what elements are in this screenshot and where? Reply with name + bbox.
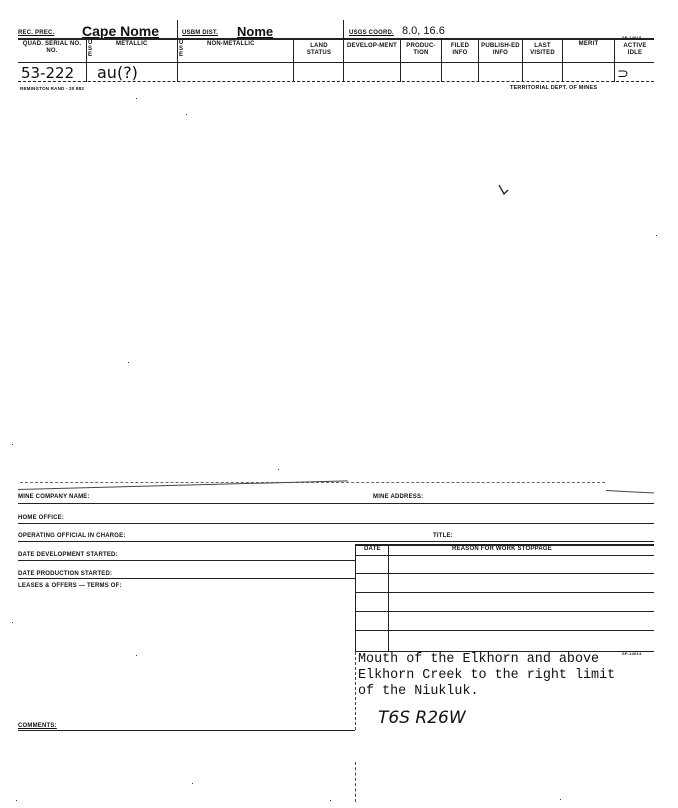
table-border <box>355 544 356 652</box>
mine-address-label: MINE ADDRESS: <box>373 494 424 500</box>
col-divider <box>343 20 344 82</box>
col-divider <box>177 20 178 82</box>
col-quad-serial: QUAD. SERIAL NO. NO. <box>22 41 82 54</box>
col-land-status: LAND STATUS <box>306 43 332 56</box>
table-rule <box>355 573 654 574</box>
usbm-dist-label: USBM DIST. <box>182 30 219 36</box>
speck <box>192 783 193 784</box>
leases-label: LEASES & OFFERS — TERMS OF: <box>18 583 122 589</box>
dept-name: TERRITORIAL DEPT. OF MINES <box>510 85 598 91</box>
speck <box>560 799 561 800</box>
col-nonmetallic: NON-METALLIC <box>207 41 255 47</box>
mine-company-label: MINE COMPANY NAME: <box>18 494 90 500</box>
col-divider <box>478 38 479 82</box>
speck <box>136 98 137 99</box>
col-divider <box>614 38 615 82</box>
col-divider <box>400 38 401 82</box>
form-rule <box>18 560 355 561</box>
column-divider <box>355 762 356 802</box>
date-col-label: DATE <box>364 546 381 552</box>
col-divider <box>562 38 563 82</box>
speck <box>656 235 657 236</box>
col-metallic: METALLIC <box>116 41 148 47</box>
table-rule <box>355 630 654 631</box>
reason-col-label: REASON FOR WORK STOPPAGE <box>452 546 552 552</box>
tear-line <box>606 490 654 494</box>
form-code-top: SP-14018 <box>622 35 642 40</box>
col-divider <box>441 38 442 82</box>
header-rule <box>18 38 654 40</box>
table-divider <box>388 544 389 652</box>
speck <box>12 622 13 623</box>
metallic-value: au(?) <box>97 63 138 82</box>
rec-prec-label: REC. PREC. <box>18 30 55 36</box>
prod-started-label: DATE PRODUCTION STARTED: <box>18 571 113 577</box>
column-divider <box>355 652 356 730</box>
typed-line: Mouth of the Elkhorn and above <box>358 652 600 667</box>
table-rule <box>355 555 654 556</box>
form-rule <box>18 541 654 542</box>
table-rule <box>355 592 654 593</box>
handwritten-township: T6S R26W <box>378 708 466 728</box>
rec-prec-value: Cape Nome <box>82 23 160 39</box>
speck <box>136 655 137 656</box>
comments-label: COMMENTS: <box>18 723 57 729</box>
speck <box>128 362 129 363</box>
col-active-idle: ACTIVE IDLE <box>623 43 647 56</box>
col-use-metallic: U S E <box>88 40 93 58</box>
speck <box>278 469 279 470</box>
form-rule <box>18 503 654 504</box>
speck <box>330 800 331 801</box>
table-rule <box>355 611 654 612</box>
form-rule <box>18 578 355 579</box>
title-label: TITLE: <box>433 533 453 539</box>
usbm-dist-value: Nome <box>237 24 274 39</box>
col-filed-info: FILED INFO <box>450 43 470 56</box>
usgs-coord-value: 8.0, 16.6 <box>402 25 445 37</box>
active-idle-mark: ⊃ <box>617 66 629 82</box>
speck <box>16 800 17 801</box>
quad-serial-value: 53-222 <box>21 64 75 82</box>
operating-official-label: OPERATING OFFICIAL IN CHARGE: <box>18 533 126 539</box>
col-published-info: PUBLISH-ED INFO <box>481 43 520 56</box>
pen-mark <box>497 183 511 197</box>
printer-code: REMINGTON RAND - 20 882 <box>20 86 85 91</box>
typed-notes <box>358 652 615 700</box>
home-office-label: HOME OFFICE: <box>18 515 65 521</box>
col-last-visited: LAST VISITED <box>530 43 555 56</box>
col-production: PRODUC-TION <box>406 43 436 56</box>
typed-line: of the Niukluk. <box>358 684 479 699</box>
form-rule <box>18 523 654 524</box>
col-development: DEVELOP-MENT <box>346 43 398 49</box>
form-code-bottom: SP-14014 <box>622 651 642 656</box>
col-divider <box>293 38 294 82</box>
speck <box>186 114 187 115</box>
dev-started-label: DATE DEVELOPMENT STARTED: <box>18 552 118 558</box>
col-divider <box>522 38 523 82</box>
speck <box>12 444 13 445</box>
usgs-coord-label: USGS COORD. <box>349 30 394 36</box>
col-use-nonmetallic: U S E <box>179 40 184 58</box>
typed-line: Elkhorn Creek to the right limit <box>358 668 616 683</box>
form-rule <box>18 730 355 731</box>
col-merit: MERIT <box>578 41 599 47</box>
col-divider <box>86 38 87 82</box>
